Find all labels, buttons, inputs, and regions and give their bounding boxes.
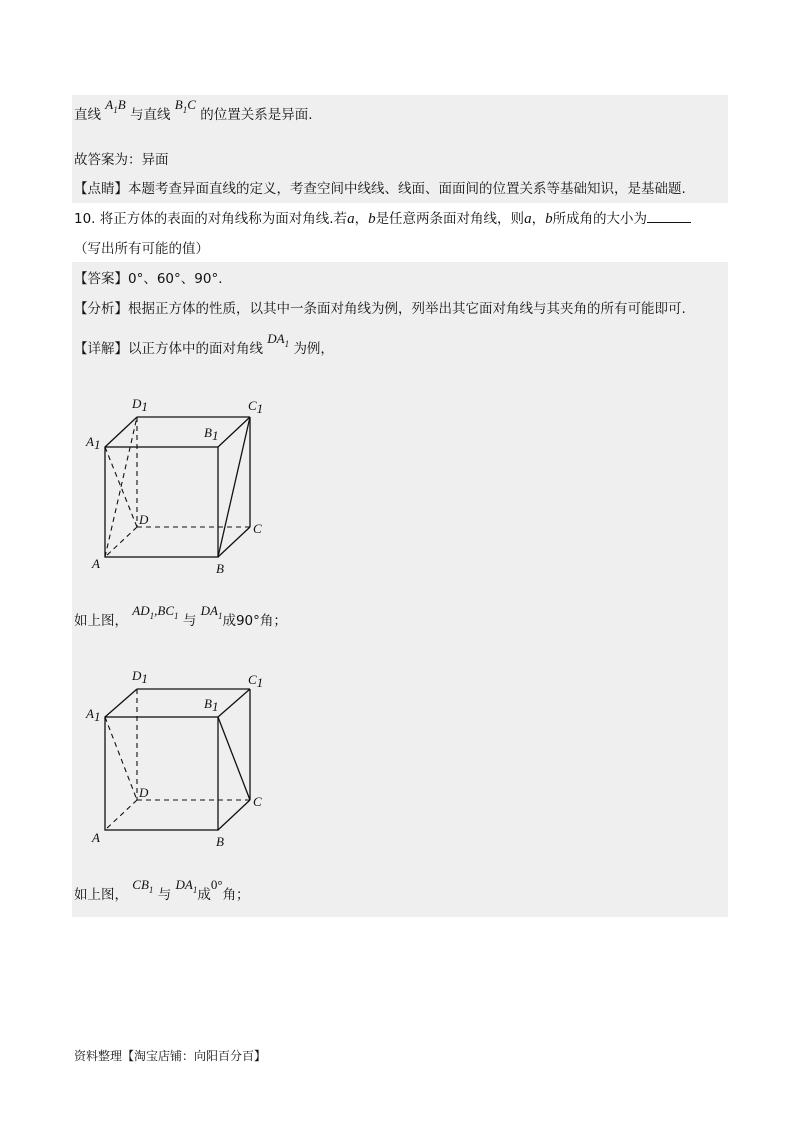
- question-10: [74, 210, 691, 228]
- text: A: [105, 97, 114, 112]
- subscript: 1: [148, 885, 154, 895]
- label-c1: C1: [248, 672, 264, 690]
- text: ，: [354, 211, 369, 227]
- caption-2: [74, 877, 250, 905]
- label-b: B: [216, 834, 224, 849]
- text: ,BC: [154, 603, 175, 618]
- label-a1: A1: [86, 706, 101, 724]
- text: 与直线: [130, 107, 171, 123]
- label-c: C: [253, 521, 262, 536]
- question-10-note: （写出所有可能的值）: [74, 241, 209, 257]
- math-da1: [175, 877, 198, 895]
- text: 角；: [222, 887, 250, 903]
- math-da1: [267, 331, 290, 349]
- subscript: 1: [113, 105, 118, 115]
- var: a: [347, 211, 355, 227]
- text: DA: [200, 603, 218, 618]
- subscript: 1: [217, 611, 223, 621]
- detail-10: [74, 331, 334, 359]
- text: 10. 将正方体的表面的对角线称为面对角线.若: [74, 211, 348, 227]
- text: C: [187, 97, 196, 112]
- text: AD: [132, 603, 150, 618]
- answer-line-9: 故答案为：异面: [74, 152, 169, 168]
- text: DA: [267, 331, 285, 346]
- label-a: A: [92, 830, 100, 845]
- math-b1c: [174, 97, 196, 115]
- label-c: C: [253, 794, 262, 809]
- label-d: D: [139, 785, 149, 800]
- text: CB: [132, 877, 149, 892]
- label-c1: C1: [248, 398, 264, 416]
- label-b: B: [216, 561, 224, 576]
- label-a1: A1: [86, 434, 101, 452]
- text: B: [117, 97, 126, 112]
- label-a: A: [92, 556, 100, 571]
- angle-value: 0°: [210, 877, 223, 892]
- comment-line: 【点睛】本题考查异面直线的定义，考查空间中线线、线面、面面间的位置关系等基础知识，是基础题.: [74, 181, 686, 197]
- text: 所成角的大小为: [552, 211, 648, 227]
- caption-1: [74, 603, 287, 631]
- subscript: 1: [182, 105, 188, 115]
- cube-figure-1: [80, 390, 280, 580]
- text: DA: [175, 877, 193, 892]
- subscript: 1: [284, 339, 290, 349]
- text: 与: [182, 613, 197, 629]
- var: b: [368, 211, 376, 227]
- text: 成: [197, 887, 211, 903]
- label-d: D: [139, 512, 149, 527]
- label-b1: B1: [204, 696, 219, 714]
- subscript: 1: [174, 611, 179, 621]
- text: 是任意两条面对角线，则: [375, 211, 525, 227]
- math-cb1: [132, 877, 154, 895]
- var: a: [524, 211, 532, 227]
- label-b1: B1: [204, 425, 219, 443]
- answer-10: 【答案】0°、60°、90°.: [74, 271, 223, 287]
- text: B: [174, 97, 183, 112]
- text: 【详解】以正方体中的面对角线: [74, 341, 263, 357]
- label-d1: D1: [132, 668, 148, 686]
- text: 直线: [74, 107, 101, 123]
- text: 成90°角；: [222, 613, 287, 629]
- math-da1: [200, 603, 223, 621]
- text: 如上图，: [74, 887, 128, 903]
- footer-source: 资料整理【淘宝店铺：向阳百分百】: [74, 1049, 267, 1063]
- text-line-skew: [74, 97, 313, 125]
- text: ，: [531, 211, 546, 227]
- answer-blank: [647, 210, 691, 223]
- analysis-10: 【分析】根据正方体的性质，以其中一条面对角线为例，列举出其它面对角线与其夹角的所有可能即可.: [74, 301, 686, 317]
- math-a1b: [105, 97, 126, 115]
- label-d1: D1: [132, 396, 148, 414]
- text: 为例，: [293, 341, 334, 357]
- var: b: [545, 211, 553, 227]
- subscript: 1: [192, 885, 198, 895]
- subscript: 1: [149, 611, 155, 621]
- text: 与: [157, 887, 172, 903]
- math-ad1-bc1: [132, 603, 179, 621]
- text: 的位置关系是异面.: [200, 107, 313, 123]
- cube-figure-2: [80, 662, 280, 852]
- text: 如上图，: [74, 613, 128, 629]
